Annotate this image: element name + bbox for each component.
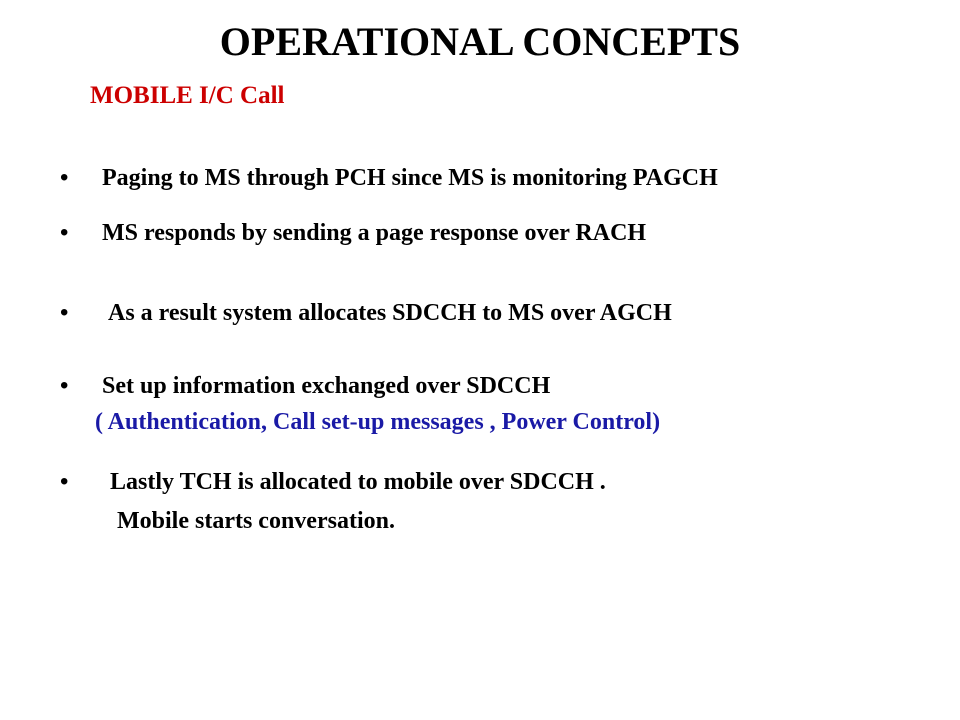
bullet-detail-conversation: Mobile starts conversation. [117, 508, 395, 534]
bullet-text: Paging to MS through PCH since MS is monitoring PAGCH [102, 165, 718, 191]
bullet-dot-icon: • [60, 219, 69, 246]
bullet-text: As a result system allocates SDCCH to MS over AGCH [108, 300, 672, 326]
bullet-text: Set up information exchanged over SDCCH [102, 373, 551, 399]
bullet-text: MS responds by sending a page response over RACH [102, 220, 647, 246]
bullet-dot-icon: • [60, 468, 69, 495]
bullet-text: Lastly TCH is allocated to mobile over SDCCH . [110, 469, 606, 495]
bullet-dot-icon: • [60, 299, 69, 326]
slide-subtitle: MOBILE I/C Call [90, 82, 285, 109]
slide-title: OPERATIONAL CONCEPTS [219, 19, 741, 64]
bullet-dot-icon: • [60, 372, 69, 399]
bullet-dot-icon: • [60, 164, 69, 191]
bullet-detail-setup: ( Authentication, Call set-up messages , Power Control) [95, 409, 661, 435]
